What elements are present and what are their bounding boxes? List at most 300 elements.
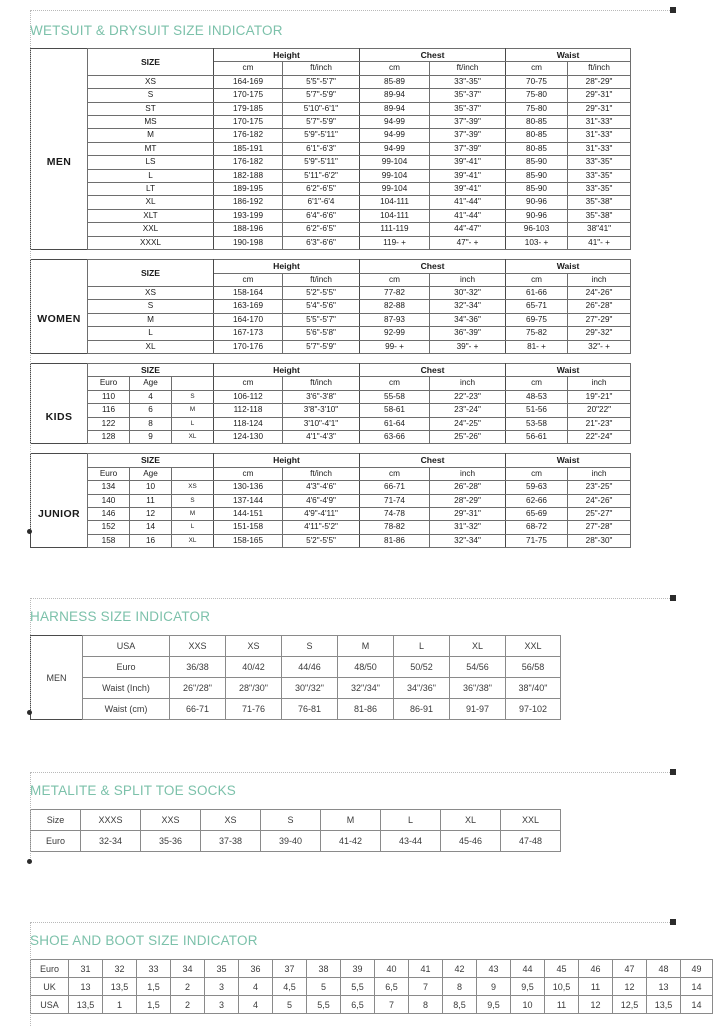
cell-waist-inch: 38"/40" bbox=[506, 678, 561, 699]
cell-euro: 122 bbox=[88, 417, 130, 430]
table-row bbox=[31, 129, 631, 142]
cell-size: XL bbox=[441, 810, 501, 831]
header-height: Height bbox=[214, 454, 360, 467]
cell-waist-cm: 56-61 bbox=[506, 430, 568, 443]
cell-waist-cm: 71-75 bbox=[506, 534, 568, 547]
cell-waist-in: 28"-29" bbox=[568, 75, 631, 88]
cell-age: 9 bbox=[130, 430, 172, 443]
subheader-chest-cm: cm bbox=[360, 62, 430, 75]
cell-uk: 13 bbox=[647, 978, 681, 996]
cell-euro: 50/52 bbox=[394, 657, 450, 678]
table-row bbox=[31, 142, 631, 155]
cell-waist-in: 24"-26" bbox=[568, 286, 631, 299]
row-label-euro: Euro bbox=[31, 831, 81, 852]
cell-uk: 5 bbox=[307, 978, 341, 996]
cell-euro: 134 bbox=[88, 481, 130, 494]
cell-height-cm: 170-175 bbox=[214, 89, 283, 102]
table-row bbox=[31, 430, 631, 443]
cell-usa: XXL bbox=[506, 636, 561, 657]
cell-height-cm: 158-164 bbox=[214, 286, 283, 299]
cell-waist-inch: 30"/32" bbox=[282, 678, 338, 699]
table-header-row bbox=[31, 49, 631, 62]
cell-waist-cm: 86-91 bbox=[394, 699, 450, 720]
section-rule-top bbox=[30, 598, 670, 599]
cell-waist-inch: 28"/30" bbox=[226, 678, 282, 699]
cell-letter: XL bbox=[172, 430, 214, 443]
cell-euro: 40/42 bbox=[226, 657, 282, 678]
cell-chest-cm: 99-104 bbox=[360, 169, 430, 182]
cell-waist-cm: 85-90 bbox=[506, 169, 568, 182]
subheader-height-cm: cm bbox=[214, 273, 283, 286]
table-harness bbox=[30, 635, 561, 720]
row-label-waist-inch: Waist (Inch) bbox=[83, 678, 170, 699]
cell-height-ft: 5'6"-5'8" bbox=[283, 327, 360, 340]
cell-waist-in: 29"-31" bbox=[568, 102, 631, 115]
cell-chest-in: 39"-41" bbox=[430, 183, 506, 196]
table-wetsuit-women bbox=[30, 259, 631, 354]
section-marker-square bbox=[670, 769, 676, 775]
header-waist: Waist bbox=[506, 260, 631, 273]
cell-waist-cm: 90-96 bbox=[506, 196, 568, 209]
cell-waist-in: 24"-26" bbox=[568, 494, 631, 507]
section-title-harness: HARNESS SIZE INDICATOR bbox=[30, 609, 211, 624]
cell-chest-in: 39"-41" bbox=[430, 156, 506, 169]
cell-chest-cm: 66-71 bbox=[360, 481, 430, 494]
cell-height-ft: 3'8"-3'10" bbox=[283, 404, 360, 417]
cell-euro: 43-44 bbox=[381, 831, 441, 852]
section-marker-dot bbox=[27, 529, 32, 534]
section-marker-square bbox=[670, 919, 676, 925]
cell-age: 14 bbox=[130, 521, 172, 534]
cell-age: 11 bbox=[130, 494, 172, 507]
cell-euro: 41-42 bbox=[321, 831, 381, 852]
row-group-label-junior: JUNIOR bbox=[31, 481, 88, 548]
cell-height-ft: 5'2"-5'5" bbox=[283, 534, 360, 547]
table-row bbox=[31, 327, 631, 340]
cell-euro: 44/46 bbox=[282, 657, 338, 678]
cell-height-ft: 4'1"-4'3" bbox=[283, 430, 360, 443]
cell-height-cm: 130-136 bbox=[214, 481, 283, 494]
table-header-row bbox=[31, 454, 631, 467]
section-socks bbox=[0, 772, 714, 874]
cell-height-ft: 6'1"-6'4 bbox=[283, 196, 360, 209]
cell-height-ft: 3'6"-3'8" bbox=[283, 390, 360, 403]
section-rule-left bbox=[30, 10, 31, 532]
cell-chest-cm: 58-61 bbox=[360, 404, 430, 417]
cell-size: MS bbox=[88, 116, 214, 129]
cell-height-cm: 106-112 bbox=[214, 390, 283, 403]
cell-usa: 11 bbox=[545, 996, 579, 1014]
cell-waist-in: 20"22" bbox=[568, 404, 631, 417]
cell-euro: 36 bbox=[239, 960, 273, 978]
cell-euro: 128 bbox=[88, 430, 130, 443]
cell-euro: 38 bbox=[307, 960, 341, 978]
cell-waist-cm: 75-80 bbox=[506, 102, 568, 115]
cell-waist-in: 31"-33" bbox=[568, 142, 631, 155]
subheader-waist-cm: cm bbox=[506, 377, 568, 390]
cell-usa: XS bbox=[226, 636, 282, 657]
subheader-height-cm: cm bbox=[214, 377, 283, 390]
row-label-waist-cm: Waist (cm) bbox=[83, 699, 170, 720]
subheader-waist-in: ft/inch bbox=[568, 62, 631, 75]
cell-height-ft: 4'9"-4'11" bbox=[283, 508, 360, 521]
table-row bbox=[31, 209, 631, 222]
cell-uk: 13 bbox=[69, 978, 103, 996]
table-row bbox=[31, 404, 631, 417]
cell-waist-inch: 36"/38" bbox=[450, 678, 506, 699]
cell-euro: 47 bbox=[613, 960, 647, 978]
cell-chest-cm: 82-88 bbox=[360, 300, 430, 313]
row-label-euro: Euro bbox=[83, 657, 170, 678]
cell-height-ft: 6'2"-6'5" bbox=[283, 223, 360, 236]
cell-size: XS bbox=[88, 75, 214, 88]
table-subheader-row bbox=[31, 377, 631, 390]
cell-chest-cm: 89-94 bbox=[360, 89, 430, 102]
cell-waist-inch: 32"/34" bbox=[338, 678, 394, 699]
cell-waist-in: 33"-35" bbox=[568, 169, 631, 182]
cell-euro: 49 bbox=[681, 960, 713, 978]
cell-size: XXL bbox=[501, 810, 561, 831]
cell-chest-in: 22"-23" bbox=[430, 390, 506, 403]
cell-usa: M bbox=[338, 636, 394, 657]
cell-height-cm: 182-188 bbox=[214, 169, 283, 182]
cell-uk: 4,5 bbox=[273, 978, 307, 996]
cell-height-ft: 5'9"-5'11" bbox=[283, 129, 360, 142]
table-row bbox=[31, 831, 561, 852]
subheader-waist-cm: cm bbox=[506, 62, 568, 75]
cell-waist-in: 31"-33" bbox=[568, 129, 631, 142]
cell-height-ft: 4'3"-4'6" bbox=[283, 481, 360, 494]
cell-usa: 6,5 bbox=[341, 996, 375, 1014]
section-marker-square bbox=[670, 595, 676, 601]
cell-chest-cm: 74-78 bbox=[360, 508, 430, 521]
cell-chest-cm: 61-64 bbox=[360, 417, 430, 430]
cell-chest-cm: 104-111 bbox=[360, 209, 430, 222]
cell-chest-cm: 92-99 bbox=[360, 327, 430, 340]
cell-size: S bbox=[88, 300, 214, 313]
cell-chest-cm: 111-119 bbox=[360, 223, 430, 236]
cell-waist-cm: 65-69 bbox=[506, 508, 568, 521]
cell-height-ft: 5'10"-6'1" bbox=[283, 102, 360, 115]
cell-height-cm: 179-185 bbox=[214, 102, 283, 115]
subheader-age: Age bbox=[130, 377, 172, 390]
cell-size: ST bbox=[88, 102, 214, 115]
table-row bbox=[31, 960, 713, 978]
cell-letter: M bbox=[172, 404, 214, 417]
subheader-chest-in: inch bbox=[430, 273, 506, 286]
subheader-chest-cm: cm bbox=[360, 273, 430, 286]
cell-letter: L bbox=[172, 417, 214, 430]
cell-chest-cm: 99- + bbox=[360, 340, 430, 353]
cell-chest-in: 32"-34" bbox=[430, 534, 506, 547]
cell-height-ft: 6'3"-6'6" bbox=[283, 236, 360, 249]
table-row bbox=[31, 75, 631, 88]
cell-waist-in: 29"-31" bbox=[568, 89, 631, 102]
cell-uk: 9 bbox=[477, 978, 511, 996]
cell-uk: 4 bbox=[239, 978, 273, 996]
section-title-shoes: SHOE AND BOOT SIZE INDICATOR bbox=[30, 933, 258, 948]
cell-chest-in: 37"-39" bbox=[430, 129, 506, 142]
subheader-chest-in: ft/inch bbox=[430, 62, 506, 75]
cell-usa: 12 bbox=[579, 996, 613, 1014]
section-harness bbox=[0, 598, 714, 726]
cell-letter: L bbox=[172, 521, 214, 534]
cell-chest-in: 28"-29" bbox=[430, 494, 506, 507]
cell-chest-in: 37"-39" bbox=[430, 116, 506, 129]
corner-blank bbox=[31, 454, 88, 481]
subheader-height-cm: cm bbox=[214, 62, 283, 75]
cell-size: XXL bbox=[88, 223, 214, 236]
table-row bbox=[31, 286, 631, 299]
cell-waist-in: 25"-27" bbox=[568, 508, 631, 521]
table-row bbox=[31, 657, 561, 678]
cell-uk: 11 bbox=[579, 978, 613, 996]
row-label-usa: USA bbox=[83, 636, 170, 657]
row-group-label-kids: KIDS bbox=[31, 390, 88, 444]
cell-usa: 8 bbox=[409, 996, 443, 1014]
cell-euro: 152 bbox=[88, 521, 130, 534]
cell-euro: 33 bbox=[137, 960, 171, 978]
cell-height-ft: 6'1"-6'3" bbox=[283, 142, 360, 155]
header-size: SIZE bbox=[88, 260, 214, 287]
cell-height-cm: 164-169 bbox=[214, 75, 283, 88]
section-rule-left bbox=[30, 598, 31, 713]
cell-euro: 32 bbox=[103, 960, 137, 978]
cell-euro: 35 bbox=[205, 960, 239, 978]
cell-waist-in: 33"-35" bbox=[568, 183, 631, 196]
table-row bbox=[31, 508, 631, 521]
cell-height-cm: 189-195 bbox=[214, 183, 283, 196]
cell-usa: XL bbox=[450, 636, 506, 657]
cell-euro: 47-48 bbox=[501, 831, 561, 852]
row-group-label-women: WOMEN bbox=[31, 286, 88, 353]
cell-euro: 158 bbox=[88, 534, 130, 547]
cell-chest-cm: 104-111 bbox=[360, 196, 430, 209]
cell-height-cm: 176-182 bbox=[214, 156, 283, 169]
cell-euro: 43 bbox=[477, 960, 511, 978]
cell-uk: 3 bbox=[205, 978, 239, 996]
cell-usa: 10 bbox=[511, 996, 545, 1014]
cell-waist-cm: 71-76 bbox=[226, 699, 282, 720]
subheader-height-ft: ft/inch bbox=[283, 273, 360, 286]
section-rule-top bbox=[30, 772, 670, 773]
cell-uk: 9,5 bbox=[511, 978, 545, 996]
header-size: SIZE bbox=[88, 454, 214, 467]
cell-waist-cm: 65-71 bbox=[506, 300, 568, 313]
cell-chest-cm: 94-99 bbox=[360, 142, 430, 155]
cell-euro: 37 bbox=[273, 960, 307, 978]
cell-euro: 34 bbox=[171, 960, 205, 978]
cell-waist-in: 41"- + bbox=[568, 236, 631, 249]
cell-euro: 146 bbox=[88, 508, 130, 521]
cell-waist-in: 35"-38" bbox=[568, 209, 631, 222]
cell-usa: 5 bbox=[273, 996, 307, 1014]
section-rule-top bbox=[30, 10, 670, 11]
cell-size: LS bbox=[88, 156, 214, 169]
cell-size: M bbox=[88, 313, 214, 326]
table-row bbox=[31, 494, 631, 507]
cell-chest-in: 35"-37" bbox=[430, 89, 506, 102]
section-title-wetsuit: WETSUIT & DRYSUIT SIZE INDICATOR bbox=[30, 23, 283, 38]
cell-euro: 46 bbox=[579, 960, 613, 978]
cell-size: S bbox=[88, 89, 214, 102]
cell-waist-cm: 80-85 bbox=[506, 116, 568, 129]
cell-size: XS bbox=[201, 810, 261, 831]
table-row bbox=[31, 810, 561, 831]
cell-uk: 1,5 bbox=[137, 978, 171, 996]
cell-height-cm: 188-196 bbox=[214, 223, 283, 236]
cell-euro: 42 bbox=[443, 960, 477, 978]
table-row bbox=[31, 223, 631, 236]
cell-waist-cm: 48-53 bbox=[506, 390, 568, 403]
cell-uk: 12 bbox=[613, 978, 647, 996]
cell-chest-in: 37"-39" bbox=[430, 142, 506, 155]
cell-euro: 31 bbox=[69, 960, 103, 978]
cell-chest-in: 32"-34" bbox=[430, 300, 506, 313]
row-label-size: Size bbox=[31, 810, 81, 831]
cell-height-cm: 167-173 bbox=[214, 327, 283, 340]
table-row bbox=[31, 978, 713, 996]
cell-waist-cm: 66-71 bbox=[170, 699, 226, 720]
cell-height-cm: 186-192 bbox=[214, 196, 283, 209]
cell-height-ft: 5'4"-5'6" bbox=[283, 300, 360, 313]
subheader-chest-cm: cm bbox=[360, 377, 430, 390]
cell-euro: 54/56 bbox=[450, 657, 506, 678]
cell-chest-in: 33"-35" bbox=[430, 75, 506, 88]
cell-height-ft: 5'5"-5'7" bbox=[283, 75, 360, 88]
cell-chest-in: 41"-44" bbox=[430, 209, 506, 222]
table-row bbox=[31, 996, 713, 1014]
cell-usa: 7 bbox=[375, 996, 409, 1014]
cell-letter: XL bbox=[172, 534, 214, 547]
section-rule-top bbox=[30, 922, 670, 923]
cell-height-ft: 5'5"-5'7" bbox=[283, 313, 360, 326]
cell-usa: 5,5 bbox=[307, 996, 341, 1014]
cell-uk: 6,5 bbox=[375, 978, 409, 996]
cell-chest-in: 23"-24" bbox=[430, 404, 506, 417]
cell-chest-cm: 89-94 bbox=[360, 102, 430, 115]
cell-uk: 13,5 bbox=[103, 978, 137, 996]
cell-size: L bbox=[88, 169, 214, 182]
cell-waist-cm: 90-96 bbox=[506, 209, 568, 222]
cell-chest-cm: 77-82 bbox=[360, 286, 430, 299]
cell-euro: 116 bbox=[88, 404, 130, 417]
cell-euro: 37-38 bbox=[201, 831, 261, 852]
table-row bbox=[31, 196, 631, 209]
cell-waist-in: 28"-30" bbox=[568, 534, 631, 547]
cell-waist-cm: 51-56 bbox=[506, 404, 568, 417]
cell-size: XLT bbox=[88, 209, 214, 222]
subheader-chest-cm: cm bbox=[360, 467, 430, 480]
cell-size: MT bbox=[88, 142, 214, 155]
table-row bbox=[31, 636, 561, 657]
cell-chest-cm: 99-104 bbox=[360, 183, 430, 196]
section-marker-square bbox=[670, 7, 676, 13]
section-title-socks: METALITE & SPLIT TOE SOCKS bbox=[30, 783, 237, 798]
cell-usa: 4 bbox=[239, 996, 273, 1014]
cell-chest-in: 39"-41" bbox=[430, 169, 506, 182]
subheader-waist-in: inch bbox=[568, 377, 631, 390]
subheader-waist-cm: cm bbox=[506, 273, 568, 286]
cell-euro: 44 bbox=[511, 960, 545, 978]
table-row bbox=[31, 300, 631, 313]
cell-height-ft: 5'7"-5'9" bbox=[283, 116, 360, 129]
cell-chest-in: 29"-31" bbox=[430, 508, 506, 521]
cell-euro: 110 bbox=[88, 390, 130, 403]
cell-waist-cm: 80-85 bbox=[506, 129, 568, 142]
table-row bbox=[31, 183, 631, 196]
cell-usa: 3 bbox=[205, 996, 239, 1014]
cell-waist-cm: 85-90 bbox=[506, 156, 568, 169]
cell-age: 4 bbox=[130, 390, 172, 403]
cell-height-ft: 6'2"-6'5" bbox=[283, 183, 360, 196]
cell-height-ft: 4'11"-5'2" bbox=[283, 521, 360, 534]
header-height: Height bbox=[214, 363, 360, 376]
cell-height-cm: 193-199 bbox=[214, 209, 283, 222]
table-row bbox=[31, 89, 631, 102]
cell-size: XL bbox=[88, 196, 214, 209]
subheader-waist-in: inch bbox=[568, 467, 631, 480]
cell-usa: 13,5 bbox=[647, 996, 681, 1014]
cell-height-cm: 158-165 bbox=[214, 534, 283, 547]
subheader-height-ft: ft/inch bbox=[283, 377, 360, 390]
cell-uk: 14 bbox=[681, 978, 713, 996]
cell-height-cm: 170-175 bbox=[214, 116, 283, 129]
cell-height-cm: 118-124 bbox=[214, 417, 283, 430]
header-size: SIZE bbox=[88, 363, 214, 376]
row-group-label-men-harness: MEN bbox=[31, 636, 83, 720]
cell-letter: XS bbox=[172, 481, 214, 494]
cell-size: XL bbox=[88, 340, 214, 353]
cell-waist-cm: 62-66 bbox=[506, 494, 568, 507]
cell-height-cm: 190-198 bbox=[214, 236, 283, 249]
cell-chest-in: 34"-36" bbox=[430, 313, 506, 326]
subheader-height-ft: ft/inch bbox=[283, 62, 360, 75]
cell-chest-cm: 71-74 bbox=[360, 494, 430, 507]
cell-size: XXXL bbox=[88, 236, 214, 249]
cell-height-cm: 137-144 bbox=[214, 494, 283, 507]
cell-waist-in: 23"-25" bbox=[568, 481, 631, 494]
cell-euro: 48 bbox=[647, 960, 681, 978]
cell-uk: 8 bbox=[443, 978, 477, 996]
cell-height-ft: 5'7"-5'9" bbox=[283, 340, 360, 353]
table-wetsuit-junior bbox=[30, 453, 631, 548]
header-size: SIZE bbox=[88, 49, 214, 76]
header-height: Height bbox=[214, 49, 360, 62]
cell-size: M bbox=[88, 129, 214, 142]
cell-waist-inch: 34"/36" bbox=[394, 678, 450, 699]
subheader-waist-in: inch bbox=[568, 273, 631, 286]
corner-blank bbox=[31, 363, 88, 390]
cell-waist-in: 26"-28" bbox=[568, 300, 631, 313]
header-chest: Chest bbox=[360, 260, 506, 273]
table-row bbox=[31, 313, 631, 326]
cell-waist-cm: 81-86 bbox=[338, 699, 394, 720]
header-chest: Chest bbox=[360, 363, 506, 376]
row-label-euro: Euro bbox=[31, 960, 69, 978]
cell-age: 16 bbox=[130, 534, 172, 547]
header-waist: Waist bbox=[506, 363, 631, 376]
row-label-uk: UK bbox=[31, 978, 69, 996]
cell-usa: 1 bbox=[103, 996, 137, 1014]
cell-size: XS bbox=[88, 286, 214, 299]
cell-chest-in: 35"-37" bbox=[430, 102, 506, 115]
cell-euro: 39-40 bbox=[261, 831, 321, 852]
cell-waist-inch: 26"/28" bbox=[170, 678, 226, 699]
subheader-letter bbox=[172, 467, 214, 480]
table-row bbox=[31, 481, 631, 494]
cell-waist-in: 33"-35" bbox=[568, 156, 631, 169]
